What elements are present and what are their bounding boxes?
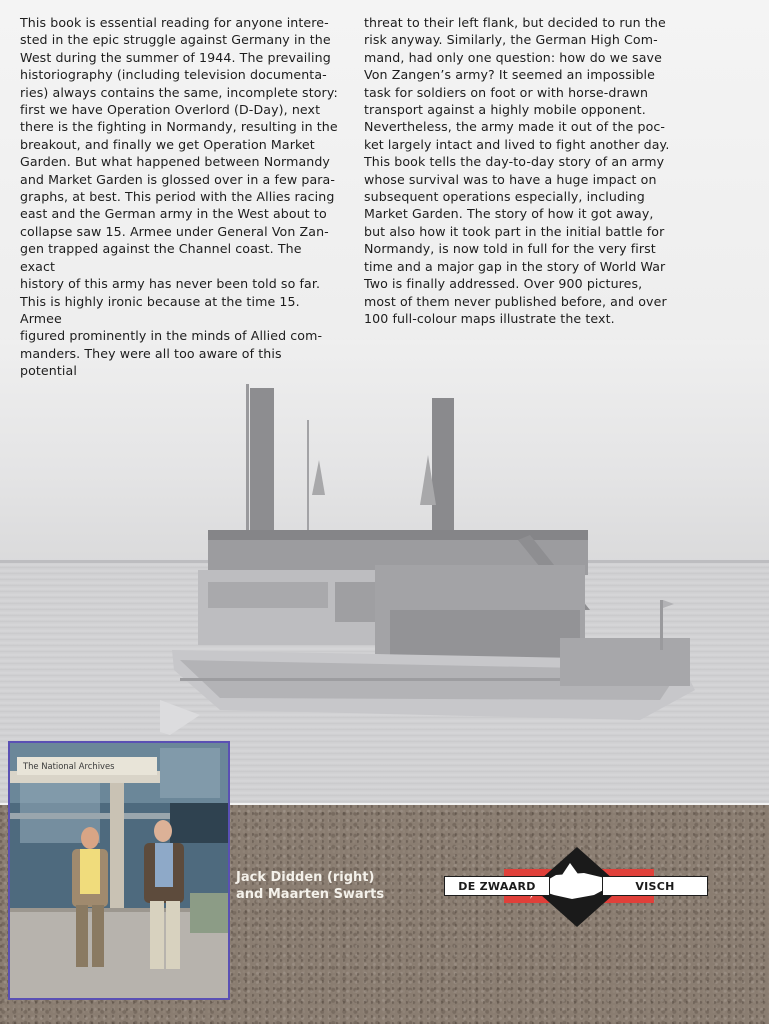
author-photo-illustration [10,743,228,998]
description-line: graphs, at best. This period with the Allies racing [20,189,335,205]
author-photo [8,741,230,1000]
description-line: This is highly ironic because at the time 15. Armee [20,293,300,326]
description-line: most of them never published before, and over [364,293,667,309]
ferry-ship-photo [160,360,700,740]
description-line: risk anyway. Similarly, the German High Com- [364,32,658,48]
description-line: Von Zangen’s army? It seemed an impossible [364,67,655,83]
description-line: first we have Operation Overlord (D-Day), next [20,102,321,118]
description-line: Market Garden. The story of how it got away, [364,206,654,222]
description-line: history of this army has never been told so far. [20,276,321,292]
description-line: and Market Garden is glossed over in a few para- [20,171,336,187]
description-column-left [20,14,338,380]
publisher-logo [444,845,708,929]
description-line: whose survival was to have a huge impact on [364,171,657,187]
description-line: manders. They were all too aware of this potential [20,345,282,379]
description-line: breakout, and finally we get Operation Market [20,136,315,152]
building-sign: The National Archives [17,757,157,775]
description-line: Garden. But what happened between Normandy [20,154,330,170]
description-line: time and a major gap in the story of World War [364,258,666,274]
description-line: subsequent operations especially, including [364,189,645,205]
description-line: there is the fighting in Normandy, resulting in the [20,119,338,135]
description-line: ket largely intact and lived to fight another day. [364,136,670,152]
description-line: Nevertheless, the army made it out of the poc- [364,119,666,135]
publisher-name-right: VISCH [602,876,708,896]
description-line: threat to their left flank, but decided to run the [364,15,666,30]
description-line: mand, had only one question: how do we save [364,49,662,65]
author-caption [236,869,416,903]
description-line: Normandy, is now told in full for the very first [364,241,656,257]
description-line: sted in the epic struggle against Germany in the [20,32,331,48]
description-line: gen trapped against the Channel coast. The exact [20,241,302,274]
publisher-name-left: DE ZWAARD [444,876,550,896]
description-line: 100 full-colour maps illustrate the text. [364,310,615,326]
description-line: ries) always contains the same, incomplete story: [20,84,338,100]
description-line: West during the summer of 1944. The prevailing [20,49,331,65]
description-column-right [364,14,670,327]
description-line: historiography (including television documenta- [20,67,327,83]
caption-line-1: Jack Didden (right) [236,870,375,885]
description-line: This book tells the day-to-day story of an army [364,154,665,170]
description-line: This book is essential reading for anyone intere- [20,15,329,30]
description-line: but also how it took part in the initial battle for [364,223,665,239]
description-line: task for soldiers on foot or with horse-drawn [364,84,649,100]
description-line: east and the German army in the West about to [20,206,327,222]
description-line: Two is finally addressed. Over 900 pictures, [364,276,643,292]
description-line: collapse saw 15. Armee under General Von Zan- [20,223,329,239]
description-line: figured prominently in the minds of Allied com- [20,328,323,344]
caption-line-2: and Maarten Swarts [236,887,385,902]
description-line: transport against a highly mobile opponent. [364,102,646,118]
